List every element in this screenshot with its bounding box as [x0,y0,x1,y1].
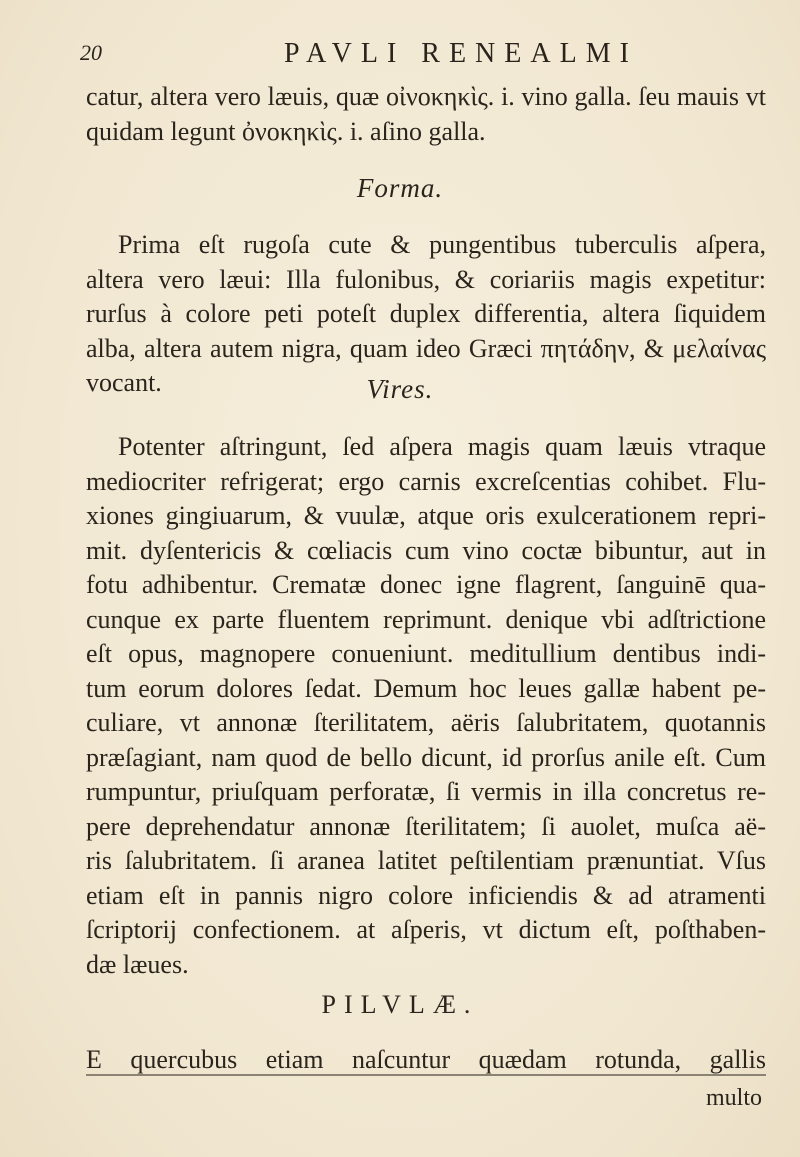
catchword: multo [706,1085,763,1111]
text-line: tum eorum dolores ſedat. Demum hoc leues gallæ habent pe- [86,673,766,703]
text-line: alba, altera autem nigra, quam ideo Græci πητάδην, & μελαίνας [86,333,766,363]
text-line: rumpuntur, priuſquam perforatæ, ſi vermis in illa concretus re- [86,777,766,806]
text-line: dæ læues. [86,949,189,979]
text-line: catur, altera vero læuis, quæ οἰνοκηκὶς. i. vino galla. ſeu mauis vt [86,82,766,111]
text-line: etiam eſt in pannis nigro colore inficiendis & ad atramenti [86,880,766,910]
text-line: Prima eſt rugoſa cute & pungentibus tuberculis aſpera, [118,230,766,259]
section-heading-pilulae: PILVLÆ. [321,990,479,1019]
text-line: culiare, vt annonæ ſterilitatem, aëris ſalubritatem, quotannis [86,708,766,737]
text-line: vocant. [86,368,162,397]
text-line: E quercubus etiam naſcuntur quædam rotunda, gallis [86,1045,766,1074]
text-line: cunque ex parte fluentem reprimunt. denique vbi adſtrictione [86,604,766,634]
pilulae-paragraph [86,1043,766,1078]
text-line: præſagiant, nam quod de bello dicunt, id prorſus anile eſt. Cum [86,742,766,772]
text-line: ſcriptorij confectionem. at aſperis, vt dictum eſt, poſthaben- [86,915,766,944]
text-line: Potenter aſtringunt, ſed aſpera magis quam læuis vtraque [118,432,766,461]
text-line: ris ſalubritatem. ſi aranea latitet peſtilentiam prænuntiat. Vſus [86,846,766,875]
section-heading-forma: Forma. [356,173,444,203]
text-line: pere deprehendatur annonæ ſterilitatem; ſi auolet, muſca aë- [86,811,766,841]
vires-paragraph [86,430,766,982]
text-line: quidam legunt ὀνοκηκὶς. i. aſino galla. [86,116,486,146]
section-heading-vires: Vires. [366,374,434,404]
text-line: altera vero læui: Illa fulonibus, & coriariis magis expetitur: [86,264,766,294]
text-line: xiones gingiuarum, & vuulæ, atque oris exulcerationem repri- [86,501,766,530]
page-number: 20 [80,40,102,65]
intro-paragraph [86,80,766,149]
page-header [80,38,730,74]
text-line: fotu adhibentur. Crematæ donec igne flagrent, ſanguinē qua- [86,570,766,599]
text-line: mediocriter refrigerat; ergo carnis excreſcentias cohibet. Flu- [86,466,766,496]
text-line: mit. dyſentericis & cœliacis cum vino coctæ bibuntur, aut in [86,535,766,565]
running-head: PAVLI RENEALMI [284,38,638,69]
text-line: eſt opus, magnopere conueniunt. meditullium dentibus indi- [86,639,766,668]
text-line: rurſus à colore peti poteſt duplex differentia, altera ſiquidem [86,299,766,328]
